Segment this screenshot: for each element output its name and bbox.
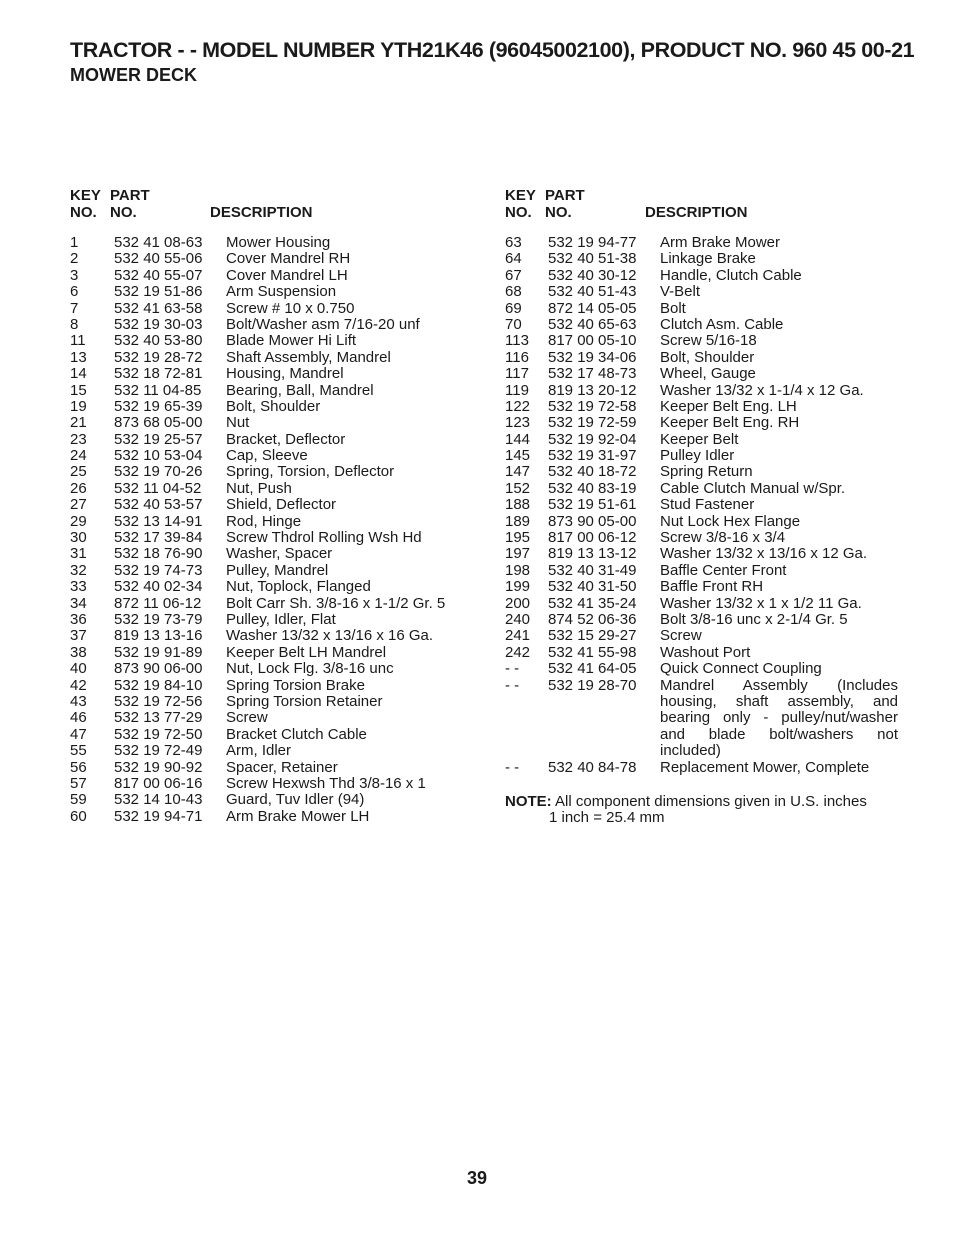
key-number: 37 — [70, 627, 87, 645]
part-description: Bearing, Ball, Mandrel — [226, 381, 374, 399]
key-number: 36 — [70, 610, 87, 628]
part-description: Nut, Lock Flg. 3/8-16 unc — [226, 660, 394, 678]
table-row — [70, 710, 480, 726]
table-row — [70, 661, 480, 677]
key-number: 14 — [70, 365, 87, 383]
part-description: Spring Torsion Retainer — [226, 692, 383, 710]
part-number: 532 40 51-38 — [548, 250, 637, 268]
part-description: Spacer, Retainer — [226, 758, 338, 776]
part-number: 532 19 72-58 — [548, 397, 637, 415]
part-description: Screw Hexwsh Thd 3/8-16 x 1 — [226, 774, 426, 792]
parts-rows-right — [505, 235, 915, 776]
table-row — [505, 317, 915, 333]
part-description: Bolt/Washer asm 7/16-20 unf — [226, 315, 420, 333]
key-number: 240 — [505, 610, 531, 628]
part-number: 873 68 05-00 — [114, 414, 203, 432]
part-number: 532 13 14-91 — [114, 512, 203, 530]
page-number: 39 — [466, 1168, 488, 1188]
key-number: 241 — [505, 627, 531, 645]
table-row — [70, 809, 480, 825]
table-row — [505, 546, 915, 562]
key-number: 63 — [505, 234, 522, 251]
table-row — [70, 628, 480, 644]
part-number: 532 19 72-56 — [114, 692, 203, 710]
part-description: Screw 5/16-18 — [660, 332, 757, 350]
table-row — [70, 612, 480, 628]
part-number: 819 13 13-16 — [114, 627, 203, 645]
part-description: Nut, Push — [226, 479, 292, 497]
key-number: 144 — [505, 430, 531, 448]
part-number: 532 19 94-77 — [548, 234, 637, 251]
table-row — [70, 579, 480, 595]
key-number: 59 — [70, 791, 87, 809]
part-description: Cable Clutch Manual w/Spr. — [660, 479, 846, 497]
table-row — [505, 530, 915, 546]
table-row — [70, 678, 480, 694]
part-description: Arm, Idler — [226, 742, 292, 760]
table-row — [70, 497, 480, 513]
part-description: Nut Lock Hex Flange — [660, 512, 801, 530]
key-number: 2 — [70, 250, 79, 268]
key-number: 1 — [70, 234, 79, 251]
part-number: 532 40 31-50 — [548, 578, 637, 596]
part-number: 532 40 55-07 — [114, 266, 203, 284]
part-number: 532 40 65-63 — [548, 315, 637, 333]
key-number: 55 — [70, 742, 87, 760]
table-row — [70, 350, 480, 366]
part-number: 873 90 05-00 — [548, 512, 637, 530]
part-number: 532 41 08-63 — [114, 234, 203, 251]
table-row — [70, 301, 480, 317]
note-conversion: 1 inch = 25.4 mm — [549, 809, 665, 827]
key-number: 3 — [70, 266, 79, 284]
part-description: Screw # 10 x 0.750 — [226, 299, 355, 317]
part-description: Guard, Tuv Idler (94) — [226, 791, 365, 809]
table-row — [70, 645, 480, 661]
part-description: Bracket Clutch Cable — [226, 725, 367, 743]
part-description: Rod, Hinge — [226, 512, 302, 530]
part-description: Baffle Front RH — [660, 578, 764, 596]
key-number: 23 — [70, 430, 87, 448]
key-number: 31 — [70, 545, 87, 563]
part-description: Stud Fastener — [660, 496, 755, 514]
part-number: 532 19 72-59 — [548, 414, 637, 432]
key-number: 113 — [505, 332, 529, 350]
part-description: Bolt Carr Sh. 3/8-16 x 1-1/2 Gr. 5 — [226, 594, 446, 612]
table-row — [505, 251, 915, 267]
key-number: 8 — [70, 315, 79, 333]
part-number: 532 17 39-84 — [114, 529, 203, 547]
table-row — [70, 792, 480, 808]
part-number: 532 19 91-89 — [114, 643, 203, 661]
part-number: 532 15 29-27 — [548, 627, 637, 645]
table-row — [505, 661, 915, 677]
part-description: Nut — [226, 414, 250, 432]
part-description: Cover Mandrel LH — [226, 266, 348, 284]
part-description: Pulley, Idler, Flat — [226, 610, 336, 628]
key-number: 195 — [505, 529, 531, 547]
key-number: 145 — [505, 447, 531, 465]
table-row — [70, 432, 480, 448]
part-number: 817 00 06-12 — [548, 529, 637, 547]
key-number: - - — [505, 676, 520, 694]
key-number: 7 — [70, 299, 79, 317]
parts-list-left — [70, 188, 480, 825]
part-description: Cover Mandrel RH — [226, 250, 351, 268]
part-number: 532 19 74-73 — [114, 561, 203, 579]
key-header: KEY NO. — [505, 187, 536, 221]
key-number: 67 — [505, 266, 522, 284]
part-number: 532 19 25-57 — [114, 430, 203, 448]
part-description: Bracket, Deflector — [226, 430, 346, 448]
part-number: 532 41 55-98 — [548, 643, 637, 661]
part-description: Washer 13/32 x 13/16 x 12 Ga. — [660, 545, 868, 563]
part-description: Washer 13/32 x 1-1/4 x 12 Ga. — [660, 381, 864, 399]
table-row — [505, 596, 915, 612]
table-row — [70, 399, 480, 415]
key-number: 46 — [70, 709, 87, 727]
key-number: 11 — [70, 332, 86, 350]
key-number: - - — [505, 660, 520, 678]
part-number: 532 19 72-49 — [114, 742, 203, 760]
part-description: Clutch Asm. Cable — [660, 315, 784, 333]
key-number: 122 — [505, 397, 531, 415]
key-number: 64 — [505, 250, 522, 268]
part-description: Keeper Belt — [660, 430, 739, 448]
part-description: Shaft Assembly, Mandrel — [226, 348, 391, 366]
table-row — [70, 284, 480, 300]
part-description: Shield, Deflector — [226, 496, 337, 514]
key-number: 29 — [70, 512, 87, 530]
part-number: 532 14 10-43 — [114, 791, 203, 809]
part-number: 532 19 65-39 — [114, 397, 203, 415]
part-number: 532 19 28-70 — [548, 676, 637, 694]
part-number: 532 19 51-61 — [548, 496, 637, 514]
key-number: 69 — [505, 299, 522, 317]
part-description: Screw — [226, 709, 268, 727]
table-row — [505, 235, 915, 251]
part-description: Pulley Idler — [660, 447, 735, 465]
part-number: 532 19 28-72 — [114, 348, 203, 366]
table-row — [505, 448, 915, 464]
table-row — [505, 481, 915, 497]
part-number: 817 00 06-16 — [114, 774, 203, 792]
table-row — [505, 366, 915, 382]
key-number: 119 — [505, 381, 529, 399]
part-description: Pulley, Mandrel — [226, 561, 329, 579]
part-number: 532 40 53-57 — [114, 496, 203, 514]
key-number: 188 — [505, 496, 531, 514]
part-number: 532 18 72-81 — [114, 365, 203, 383]
table-row — [505, 612, 915, 628]
part-number: 872 14 05-05 — [548, 299, 637, 317]
key-number: 32 — [70, 561, 87, 579]
table-row — [70, 317, 480, 333]
description-header: DESCRIPTION — [210, 203, 313, 221]
part-description: Bolt, Shoulder — [660, 348, 755, 366]
table-row — [505, 563, 915, 579]
part-number: 532 19 90-92 — [114, 758, 203, 776]
part-description: Cap, Sleeve — [226, 447, 308, 465]
key-number: 30 — [70, 529, 87, 547]
part-number: 532 13 77-29 — [114, 709, 203, 727]
page-title: TRACTOR - - MODEL NUMBER YTH21K46 (96045002100), PRODUCT NO. 960 45 00-21 — [70, 38, 915, 62]
part-description: Nut, Toplock, Flanged — [226, 578, 371, 596]
part-number: 532 11 04-85 — [114, 381, 202, 399]
note-text: All component dimensions given in U.S. inches — [555, 793, 867, 810]
table-row — [70, 481, 480, 497]
table-row — [70, 514, 480, 530]
table-row — [70, 251, 480, 267]
part-description: Handle, Clutch Cable — [660, 266, 802, 284]
table-row — [70, 694, 480, 710]
part-number: 873 90 06-00 — [114, 660, 203, 678]
table-row — [505, 415, 915, 431]
part-number: 532 40 55-06 — [114, 250, 203, 268]
table-row — [505, 350, 915, 366]
table-row — [505, 579, 915, 595]
part-description: Spring Torsion Brake — [226, 676, 365, 694]
part-number: 532 41 63-58 — [114, 299, 203, 317]
table-row — [505, 497, 915, 513]
part-description: Washout Port — [660, 643, 751, 661]
table-row — [505, 760, 915, 776]
key-number: 15 — [70, 381, 87, 399]
section-title: MOWER DECK — [70, 65, 197, 85]
part-number: 532 40 51-43 — [548, 283, 637, 301]
part-number: 874 52 06-36 — [548, 610, 637, 628]
part-number: 532 40 31-49 — [548, 561, 637, 579]
table-row — [505, 301, 915, 317]
key-number: 117 — [505, 365, 529, 383]
part-description: Bolt, Shoulder — [226, 397, 321, 415]
key-number: - - — [505, 758, 520, 776]
key-number: 47 — [70, 725, 87, 743]
table-row — [70, 235, 480, 251]
part-description: Spring Return — [660, 463, 753, 481]
key-number: 123 — [505, 414, 531, 432]
part-number: 532 40 30-12 — [548, 266, 637, 284]
part-description: Arm Brake Mower — [660, 234, 781, 251]
part-number: 532 19 31-97 — [548, 447, 637, 465]
part-number: 532 11 04-52 — [114, 479, 202, 497]
part-description: Washer 13/32 x 1 x 1/2 11 Ga. — [660, 594, 862, 612]
part-number: 819 13 20-12 — [548, 381, 637, 399]
part-description: Keeper Belt Eng. RH — [660, 414, 800, 432]
part-number: 532 40 53-80 — [114, 332, 203, 350]
part-description: Screw Thdrol Rolling Wsh Hd — [226, 529, 422, 547]
part-number: 532 40 02-34 — [114, 578, 203, 596]
table-row — [70, 546, 480, 562]
part-description: Mandrel Assembly (Includes housing, shaft assembly, and bearing only - pulley/nut/washer and blade bolt/washers not included) — [660, 676, 898, 760]
key-number: 60 — [70, 807, 87, 825]
key-number: 57 — [70, 774, 87, 792]
key-number: 189 — [505, 512, 531, 530]
key-number: 21 — [70, 414, 87, 432]
part-description: Housing, Mandrel — [226, 365, 344, 383]
part-description: Washer, Spacer — [226, 545, 333, 563]
part-number: 532 19 34-06 — [548, 348, 637, 366]
part-number: 532 41 64-05 — [548, 660, 637, 678]
part-number: 532 17 48-73 — [548, 365, 637, 383]
table-row — [505, 268, 915, 284]
key-number: 116 — [505, 348, 529, 366]
part-description: Replacement Mower, Complete — [660, 758, 870, 776]
key-number: 34 — [70, 594, 87, 612]
parts-rows-left — [70, 235, 480, 825]
part-description: Spring, Torsion, Deflector — [226, 463, 395, 481]
table-row — [70, 776, 480, 792]
part-number: 532 40 83-19 — [548, 479, 637, 497]
table-row — [70, 366, 480, 382]
key-number: 197 — [505, 545, 531, 563]
part-description: Mower Housing — [226, 234, 331, 251]
table-row — [70, 530, 480, 546]
key-number: 68 — [505, 283, 522, 301]
parts-list-right — [505, 188, 915, 776]
description-header: DESCRIPTION — [645, 203, 748, 221]
table-row — [505, 399, 915, 415]
part-description: Keeper Belt LH Mandrel — [226, 643, 387, 661]
table-row — [70, 727, 480, 743]
key-number: 242 — [505, 643, 531, 661]
table-row — [505, 678, 915, 760]
key-number: 6 — [70, 283, 79, 301]
key-number: 13 — [70, 348, 87, 366]
key-number: 43 — [70, 692, 87, 710]
table-row — [70, 743, 480, 759]
part-number: 532 19 30-03 — [114, 315, 203, 333]
key-number: 147 — [505, 463, 531, 481]
part-description: Keeper Belt Eng. LH — [660, 397, 797, 415]
table-row — [505, 432, 915, 448]
part-description: Screw — [660, 627, 702, 645]
part-description: Linkage Brake — [660, 250, 756, 268]
part-number: 532 19 51-86 — [114, 283, 203, 301]
part-number: 532 19 70-26 — [114, 463, 203, 481]
part-number: 532 18 76-90 — [114, 545, 203, 563]
key-number: 56 — [70, 758, 87, 776]
key-number: 27 — [70, 496, 87, 514]
table-row — [70, 760, 480, 776]
column-header — [505, 188, 915, 222]
part-number: 532 19 92-04 — [548, 430, 637, 448]
key-number: 19 — [70, 397, 87, 415]
table-row — [70, 464, 480, 480]
table-row — [505, 333, 915, 349]
part-description: Baffle Center Front — [660, 561, 787, 579]
key-number: 198 — [505, 561, 531, 579]
part-number: 532 40 84-78 — [548, 758, 637, 776]
part-number: 872 11 06-12 — [114, 594, 202, 612]
note-label: NOTE: — [505, 793, 552, 810]
dimension-note — [505, 794, 867, 827]
part-description: V-Belt — [660, 283, 701, 301]
part-number: 532 19 84-10 — [114, 676, 203, 694]
part-number: 819 13 13-12 — [548, 545, 637, 563]
part-number: 532 19 72-50 — [114, 725, 203, 743]
key-number: 24 — [70, 447, 87, 465]
key-number: 25 — [70, 463, 87, 481]
key-number: 200 — [505, 594, 531, 612]
part-header: PART NO. — [545, 187, 585, 221]
table-row — [70, 333, 480, 349]
part-description: Bolt — [660, 299, 686, 317]
part-description: Arm Suspension — [226, 283, 337, 301]
key-number: 40 — [70, 660, 87, 678]
key-number: 26 — [70, 479, 87, 497]
table-row — [505, 645, 915, 661]
key-number: 152 — [505, 479, 531, 497]
part-description: Screw 3/8-16 x 3/4 — [660, 529, 786, 547]
part-description: Washer 13/32 x 13/16 x 16 Ga. — [226, 627, 434, 645]
table-row — [70, 448, 480, 464]
part-description: Arm Brake Mower LH — [226, 807, 370, 825]
table-row — [505, 284, 915, 300]
part-number: 817 00 05-10 — [548, 332, 637, 350]
part-description: Blade Mower Hi Lift — [226, 332, 357, 350]
part-header: PART NO. — [110, 187, 150, 221]
key-number: 199 — [505, 578, 531, 596]
part-description: Quick Connect Coupling — [660, 660, 822, 678]
key-number: 33 — [70, 578, 87, 596]
table-row — [505, 628, 915, 644]
table-row — [505, 514, 915, 530]
part-number: 532 10 53-04 — [114, 447, 203, 465]
table-row — [70, 383, 480, 399]
part-number: 532 40 18-72 — [548, 463, 637, 481]
table-row — [70, 563, 480, 579]
table-row — [70, 415, 480, 431]
table-row — [505, 464, 915, 480]
key-number: 38 — [70, 643, 87, 661]
table-row — [70, 596, 480, 612]
part-number: 532 19 73-79 — [114, 610, 203, 628]
key-header: KEY NO. — [70, 187, 101, 221]
part-description: Wheel, Gauge — [660, 365, 756, 383]
key-number: 70 — [505, 315, 522, 333]
table-row — [505, 383, 915, 399]
part-description: Bolt 3/8-16 unc x 2-1/4 Gr. 5 — [660, 610, 848, 628]
table-row — [70, 268, 480, 284]
part-number: 532 41 35-24 — [548, 594, 637, 612]
part-number: 532 19 94-71 — [114, 807, 203, 825]
column-header — [70, 188, 480, 222]
key-number: 42 — [70, 676, 87, 694]
